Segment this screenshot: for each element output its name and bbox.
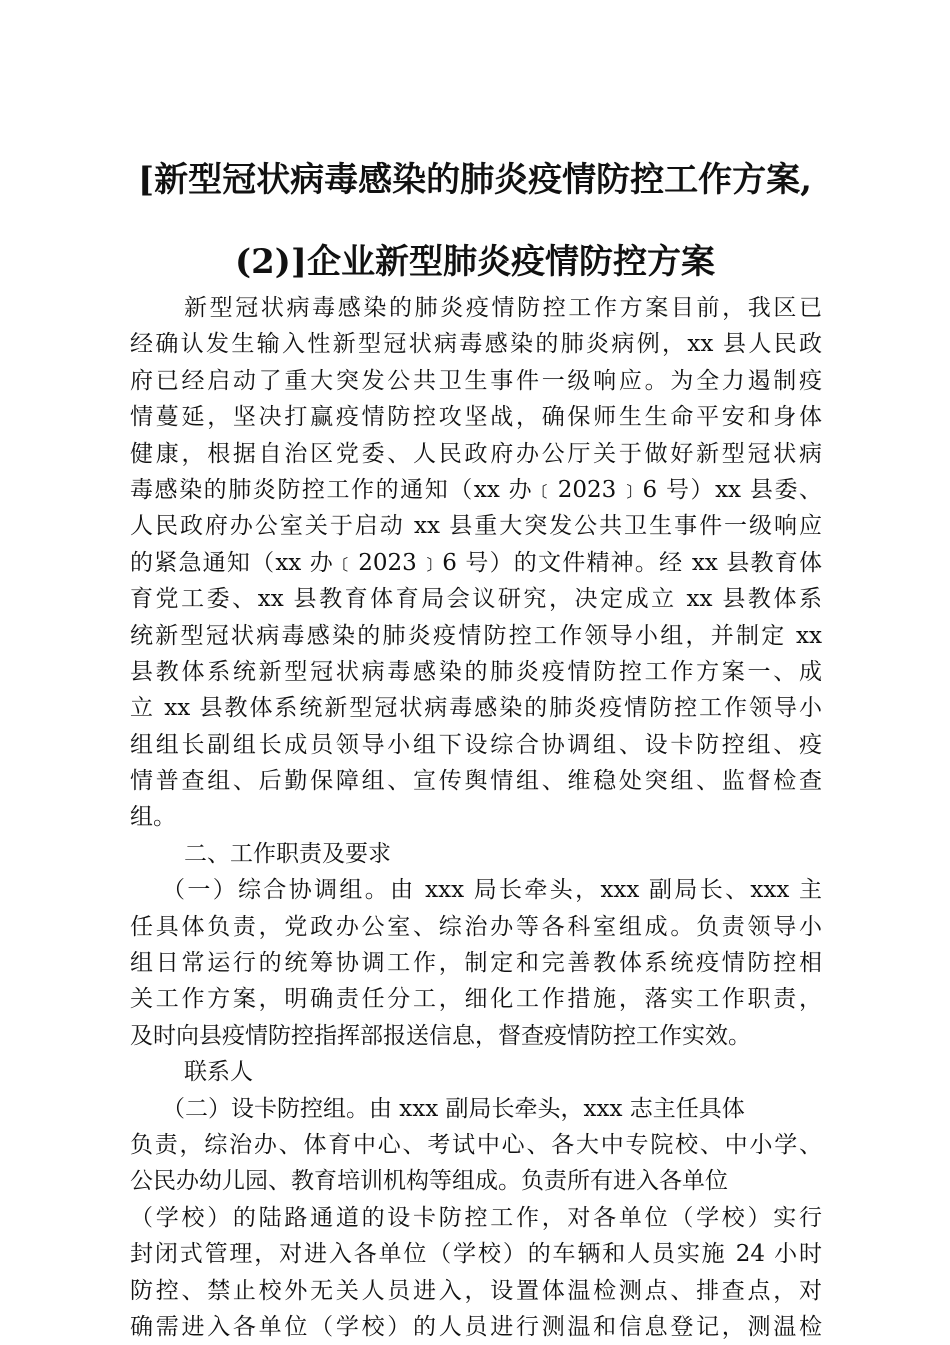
text-line: 组组长副组长成员领导小组下设综合协调组、设卡防控组、疫 <box>130 731 822 758</box>
text-line: 县教体系统新型冠状病毒感染的肺炎疫情防控工作方案一、成 <box>130 658 822 685</box>
text-line: 的紧急通知（xx 办﹝2023﹞6 号）的文件精神。经 xx 县教育体 <box>130 549 822 576</box>
text-line: 防控、禁止校外无关人员进入，设置体温检测点、排查点，对 <box>130 1277 822 1304</box>
text-line: 育党工委、xx 县教育体育局会议研究，决定成立 xx 县教体系 <box>130 586 822 613</box>
text-line: 经确认发生输入性新型冠状病毒感染的肺炎病例，xx 县人民政 <box>130 331 822 358</box>
text-line: 立 xx 县教体系统新型冠状病毒感染的肺炎疫情防控工作领导小 <box>130 695 822 722</box>
text-line: 负责，综治办、体育中心、考试中心、各大中专院校、中小学、 <box>130 1131 822 1158</box>
text-line: （学校）的陆路通道的设卡防控工作，对各单位（学校）实行 <box>130 1204 822 1231</box>
text-line: 情普查组、后勤保障组、宣传舆情组、维稳处突组、监督检查 <box>130 768 822 795</box>
text-line: （二）设卡防控组。由 xxx 副局长牵头，xxx 志主任具体 <box>162 1095 745 1122</box>
text-line: 统新型冠状病毒感染的肺炎疫情防控工作领导小组，并制定 xx <box>130 622 822 649</box>
document-title-line-1: [新型冠状病毒感染的肺炎疫情防控工作方案, <box>138 160 812 200</box>
text-line: 府已经启动了重大突发公共卫生事件一级响应。为全力遏制疫 <box>130 367 822 394</box>
text-line: 联系人 <box>184 1059 253 1086</box>
text-line: 毒感染的肺炎防控工作的通知（xx 办﹝2023﹞6 号）xx 县委、 <box>130 476 822 503</box>
text-line: 组。 <box>130 804 176 831</box>
text-line: 任具体负责，党政办公室、综治办等各科室组成。负责领导小 <box>130 913 822 940</box>
text-line: 确需进入各单位（学校）的人员进行测温和信息登记，测温检 <box>130 1313 822 1340</box>
text-line: 及时向县疫情防控指挥部报送信息，督查疫情防控工作实效。 <box>130 1022 751 1049</box>
text-line: 人民政府办公室关于启动 xx 县重大突发公共卫生事件一级响应 <box>130 513 822 540</box>
text-line: 封闭式管理，对进入各单位（学校）的车辆和人员实施 24 小时 <box>130 1241 822 1268</box>
text-line: 关工作方案，明确责任分工，细化工作措施，落实工作职责， <box>130 986 822 1013</box>
text-line: （一）综合协调组。由 xxx 局长牵头，xxx 副局长、xxx 主 <box>162 877 822 904</box>
document-title-line-2: (2)]企业新型肺炎疫情防控方案 <box>235 242 715 282</box>
text-line: 健康，根据自治区党委、人民政府办公厅关于做好新型冠状病 <box>130 440 822 467</box>
text-line: 情蔓延，坚决打赢疫情防控攻坚战，确保师生生命平安和身体 <box>130 404 822 431</box>
text-line: 新型冠状病毒感染的肺炎疫情防控工作方案目前，我区已 <box>184 295 822 321</box>
section-heading: 二、工作职责及要求 <box>184 840 391 867</box>
document-body <box>130 290 822 1345</box>
text-line: 组日常运行的统筹协调工作，制定和完善教体系统疫情防控相 <box>130 950 822 977</box>
text-line: 公民办幼儿园、教育培训机构等组成。负责所有进入各单位 <box>130 1168 728 1195</box>
